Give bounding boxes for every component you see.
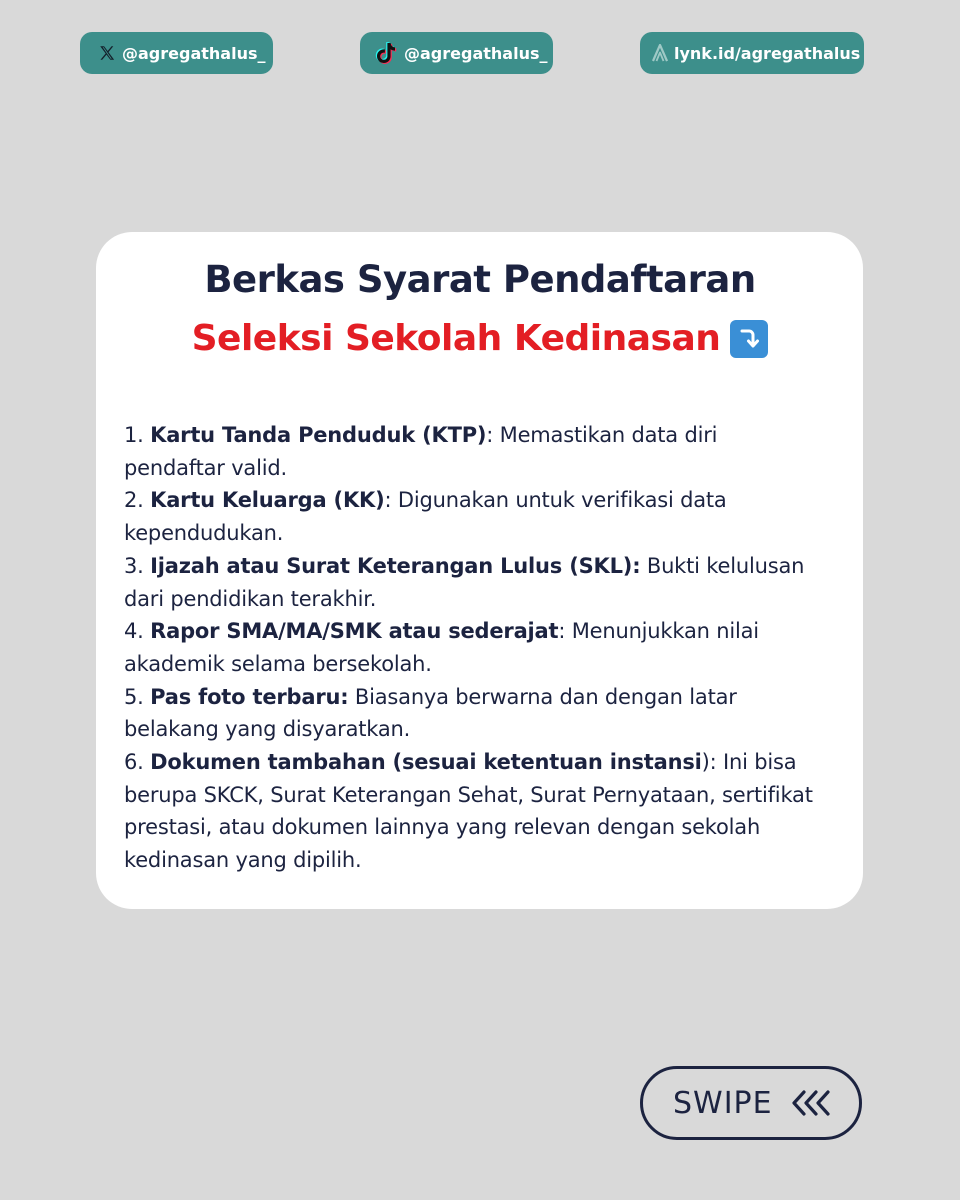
list-item: 4. Rapor SMA/MA/SMK atau sederajat: Menunjukkan nilai akademik selama bersekolah. bbox=[124, 619, 759, 676]
lynk-logo-icon bbox=[652, 44, 668, 62]
swipe-label: SWIPE bbox=[673, 1085, 773, 1121]
lynk-link-pill[interactable] bbox=[640, 32, 864, 74]
list-item: 6. Dokumen tambahan (sesuai ketentuan instansi): Ini bisa berupa SKCK, Surat Keterangan Sehat, Surat Pernyataan, sertifikat prestasi, atau dokumen lainnya yang relevan dengan sekolah kedinasan yang dipilih. bbox=[124, 750, 813, 873]
list-item: 1. Kartu Tanda Penduduk (KTP): Memastikan data diri pendaftar valid. bbox=[124, 423, 718, 480]
card-title-line2 bbox=[0, 318, 960, 359]
list-item: 2. Kartu Keluarga (KK): Digunakan untuk verifikasi data kependudukan. bbox=[124, 488, 727, 546]
list-item: 3. Ijazah atau Surat Keterangan Lulus (SKL): Bukti kelulusan dari pendidikan terakhir. bbox=[124, 553, 805, 611]
tiktok-logo-icon bbox=[372, 40, 398, 66]
swipe-button[interactable] bbox=[640, 1066, 862, 1140]
arrow-down-right-icon bbox=[730, 320, 768, 358]
card-title-line1: Berkas Syarat Pendaftaran bbox=[204, 258, 756, 301]
requirements-list bbox=[124, 419, 824, 877]
tiktok-handle-pill[interactable] bbox=[360, 32, 553, 74]
tiktok-handle-text: @agregathalus_ bbox=[404, 43, 548, 63]
list-item: 5. Pas foto terbaru: Biasanya berwarna dan dengan latar belakang yang disyaratkan. bbox=[124, 684, 737, 742]
x-handle-text: @agregathalus_ bbox=[122, 43, 266, 63]
lynk-link-text: lynk.id/agregathalus bbox=[674, 43, 861, 63]
card-title-line2-text: Seleksi Sekolah Kedinasan bbox=[191, 318, 721, 359]
x-logo-icon bbox=[98, 44, 116, 62]
x-handle-pill[interactable] bbox=[80, 32, 273, 74]
chevrons-left-icon bbox=[791, 1089, 837, 1117]
